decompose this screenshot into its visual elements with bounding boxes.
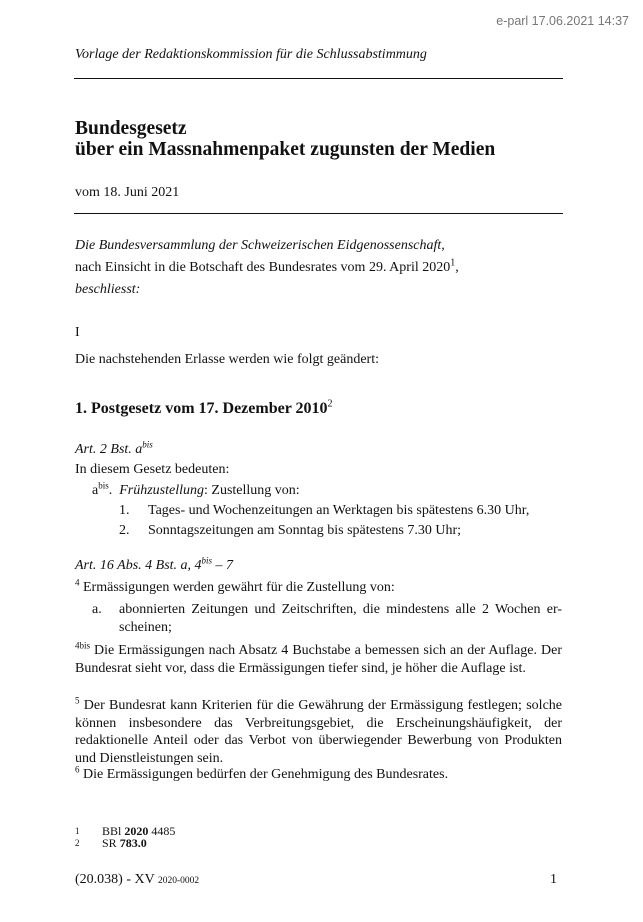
- article-16-para-5: $^5$ Der Bundesrat kann Kriterien für die Gewährung der Ermässigung festlegen; solche können insbesondere das Verbreitungsgebiet, die Erscheinungshäufigkeit, der redaktionelle Anteil oder das Verbot von überwiegender Bewerbung von Produkten und Dienstleistungen sein.: [75, 695, 562, 766]
- title-line-2: über ein Massnahmenpaket zugunsten der Medien: [75, 139, 496, 160]
- article-2-item: $a^{bis}$. Frühzustellung: Zustellung von:: [92, 480, 300, 498]
- preamble-consideration: nach Einsicht in die Botschaft des Bundesrates vom 29. April 2020$^1$,: [75, 257, 459, 275]
- article-2-title: Art. 2 Bst. $a^{bis}$: [75, 439, 153, 457]
- preamble-decision: beschliesst:: [75, 282, 141, 297]
- document-date: vom 18. Juni 2021: [75, 185, 180, 200]
- header-divider: [74, 78, 563, 79]
- article-16-title: Art. 16 Abs. 4 Bst. a, $4^{bis} - 7$: [75, 555, 234, 573]
- article-2-subitem: 1. Tages- und Wochenzeitungen an Werktagen bis spätestens 6.30 Uhr,: [119, 503, 530, 518]
- footer-reference: (20.038) - XV 2020-0002: [75, 872, 200, 887]
- preamble-authority: Die Bundesversammlung der Schweizerischen Eidgenossenschaft,: [75, 238, 445, 253]
- footnote-2: 2 SR 783.0: [75, 836, 147, 850]
- article-2-intro: In diesem Gesetz bedeuten:: [75, 462, 230, 477]
- document-header: Vorlage der Redaktionskommission für die Schlussabstimmung: [75, 47, 427, 62]
- footnote-ref-2[interactable]: 2: [327, 398, 333, 410]
- article-16-para-4bis: $^{4bis}$ Die Ermässigungen nach Absatz 4 Buchstabe a bemessen sich an der Auflage. Der Bundesrat sieht vor, dass die Ermässigungen tiefer sind, je höher die Auflage ist.: [75, 640, 562, 676]
- article-16-para-6: $^6$ Die Ermässigungen bedürfen der Genehmigung des Bundesrates.: [75, 764, 449, 782]
- law-heading: 1. Postgesetz vom 17. Dezember 2010$^2$: [75, 398, 333, 417]
- article-2-subitem: 2. Sonntagszeitungen am Sonntag bis spätestens 7.30 Uhr;: [119, 523, 462, 538]
- page-number: 1: [550, 872, 557, 887]
- title-divider: [74, 213, 563, 214]
- section-intro: Die nachstehenden Erlasse werden wie folgt geändert:: [75, 352, 379, 367]
- section-number: I: [75, 325, 80, 340]
- preamble: [75, 236, 459, 300]
- print-timestamp: e-parl 17.06.2021 14:37: [496, 14, 629, 28]
- document-title: [75, 118, 495, 160]
- article-16-para-4-item: a. abonnierten Zeitungen und Zeitschriften, die mindestens alle 2 Wochen er-scheinen;: [92, 602, 562, 635]
- title-line-1: Bundesgesetz: [75, 118, 187, 139]
- footnote-ref-1[interactable]: 1: [450, 257, 456, 269]
- footnote-1: 1 BBl 2020 4485: [75, 824, 176, 838]
- article-16-para-4: $^4$ Ermässigungen werden gewährt für die Zustellung von:: [75, 577, 395, 595]
